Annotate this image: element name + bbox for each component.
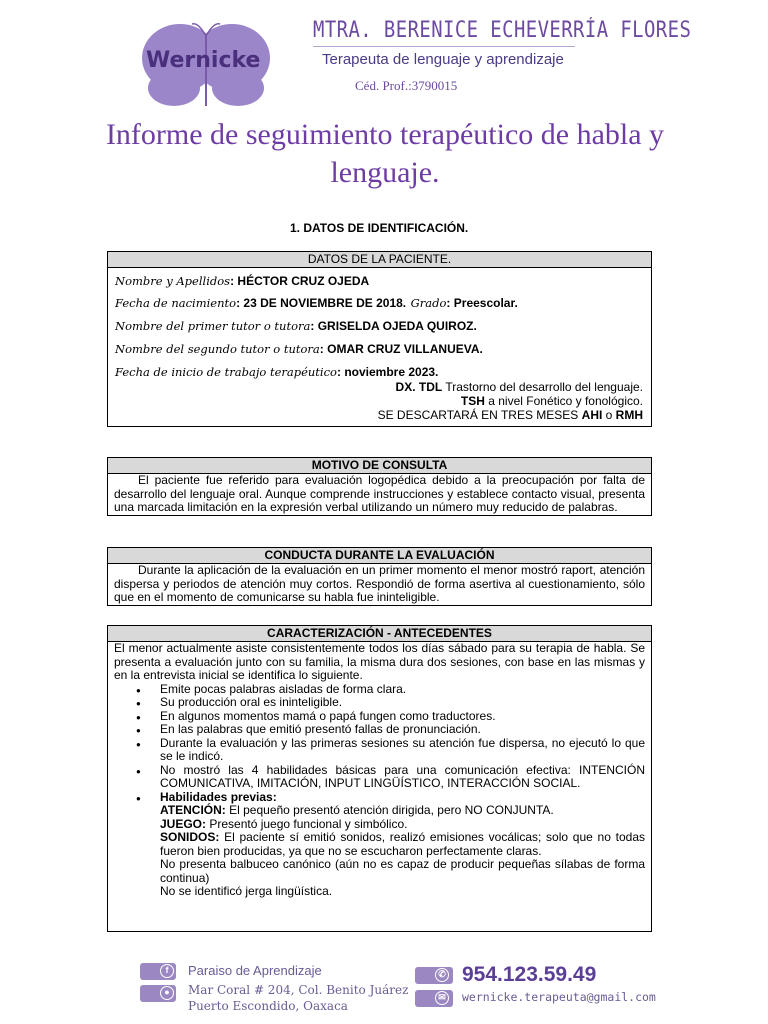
therapist-name: MTRA. BERENICE ECHEVERRÍA FLORES <box>313 18 692 43</box>
list-item: ● No mostró las 4 habilidades básicas para una comunicación efectiva: INTENCIÓN COMUNICATIVA, IMITACIÓN, INPUT LINGÜÍSTICO, INTERACCIÓN SOCIAL. <box>160 764 645 791</box>
conducta-text: Durante la aplicación de la evaluación en un primer momento el menor mostró raport, atención dispersa y periodos de atención muy cortos. Respondió de forma asertiva al cuestionamiento, sólo que en el momento de comunicarse su habla fue ininteligible. <box>114 563 645 604</box>
wernicke-logo <box>140 18 272 110</box>
caracterizacion-intro: El menor actualmente asiste consistentemente todos los días sábado para su terapia de habla. Se presenta a evaluación junto con su familia, la misma dura dos sesiones, con base en las mismas y en la entrevista inicial se identifica lo siguiente. <box>114 641 645 682</box>
list-item: ● Su producción oral es ininteligible. <box>160 696 645 710</box>
report-title: Informe de seguimiento terapéutico de habla y lenguaje. <box>105 118 665 189</box>
list-item: ● En algunos momentos mamá o papá fungen como traductores. <box>160 710 645 724</box>
tutor2-row: Nombre del segundo tutor o tutora: OMAR CRUZ VILLANUEVA. <box>115 342 483 356</box>
professional-id: Céd. Prof.:3790015 <box>355 78 458 93</box>
address-line2: Puerto Escondido, Oaxaca <box>188 999 348 1013</box>
list-item: ● En las palabras que emitió presentó fallas de pronunciación. <box>160 723 645 737</box>
diagnosis-block: DX. TDL Trastorno del desarrollo del lenguaje. TSH a nivel Fonético y fonológico. SE DESCARTARÁ EN TRES MESES AHI o RMH <box>377 380 643 422</box>
list-item: ● Durante la evaluación y las primeras sesiones su atención fue dispersa, no ejecutó lo que se le indicó. <box>160 737 645 764</box>
whatsapp-icon: ✆ <box>415 967 453 984</box>
conducta-box <box>107 547 652 606</box>
facebook-icon: f <box>140 963 176 980</box>
facebook-page: Paraiso de Aprendizaje <box>188 963 322 978</box>
motivo-text: El paciente fue referido para evaluación logopédica debido a la preocupación por falta de desarrollo del lenguaje oral. Aunque comprende instrucciones y establece contacto visual, presenta una marcada limitación en la expresión verbal utilizando un número muy reducido de palabras. <box>114 473 645 514</box>
tutor1-row: Nombre del primer tutor o tutora: GRISELDA OJEDA QUIROZ. <box>115 319 477 333</box>
name-row: Nombre y Apellidos: HÉCTOR CRUZ OJEDA <box>115 274 370 288</box>
list-item-habilidades: ● Habilidades previas: ATENCIÓN: El pequeño presentó atención dirigida, pero NO CONJUNTA. JUEGO: Presentó juego funcional y simbólico. SONIDOS: El paciente sí emitió sonidos, realizó emisiones vocálicas; solo que no todas fueron bien producidas, ya que no se escucharon perfectamente claras. No presenta balbuceo canónico (aún no es capaz de producir pequeñas sílabas de forma continua) No se identificó jerga lingüística. <box>160 791 645 899</box>
email-icon: ✉ <box>415 990 453 1007</box>
caracterizacion-list <box>108 683 651 899</box>
start-date-row: Fecha de inicio de trabajo terapéutico: noviembre 2023. <box>115 365 439 379</box>
patient-name: HÉCTOR CRUZ OJEDA <box>237 274 370 288</box>
logo-text: Wernicke <box>146 48 261 73</box>
email-address[interactable]: wernicke.terapeuta@gmail.com <box>462 990 656 1004</box>
birth-row: Fecha de nacimiento: 23 DE NOVIEMBRE DE 2018. Grado: Preescolar. <box>115 296 518 310</box>
motivo-header: MOTIVO DE CONSULTA <box>108 458 651 474</box>
conducta-header: CONDUCTA DURANTE LA EVALUACIÓN <box>108 548 651 564</box>
therapist-subtitle: Terapeuta de lenguaje y aprendizaje <box>322 51 564 68</box>
motivo-box <box>107 457 652 516</box>
address-line1: Mar Coral # 204, Col. Benito Juárez <box>188 983 409 997</box>
phone-number: 954.123.59.49 <box>462 963 597 986</box>
identification-box <box>107 251 652 427</box>
section-heading: 1. DATOS DE IDENTIFICACIÓN. <box>290 221 469 235</box>
header-divider <box>313 46 575 47</box>
caracterizacion-box <box>107 625 652 932</box>
identification-header: DATOS DE LA PACIENTE. <box>108 252 651 268</box>
caracterizacion-header: CARACTERIZACIÓN - ANTECEDENTES <box>108 626 651 642</box>
list-item: ● Emite pocas palabras aisladas de forma clara. <box>160 683 645 697</box>
location-icon: ● <box>140 985 176 1002</box>
